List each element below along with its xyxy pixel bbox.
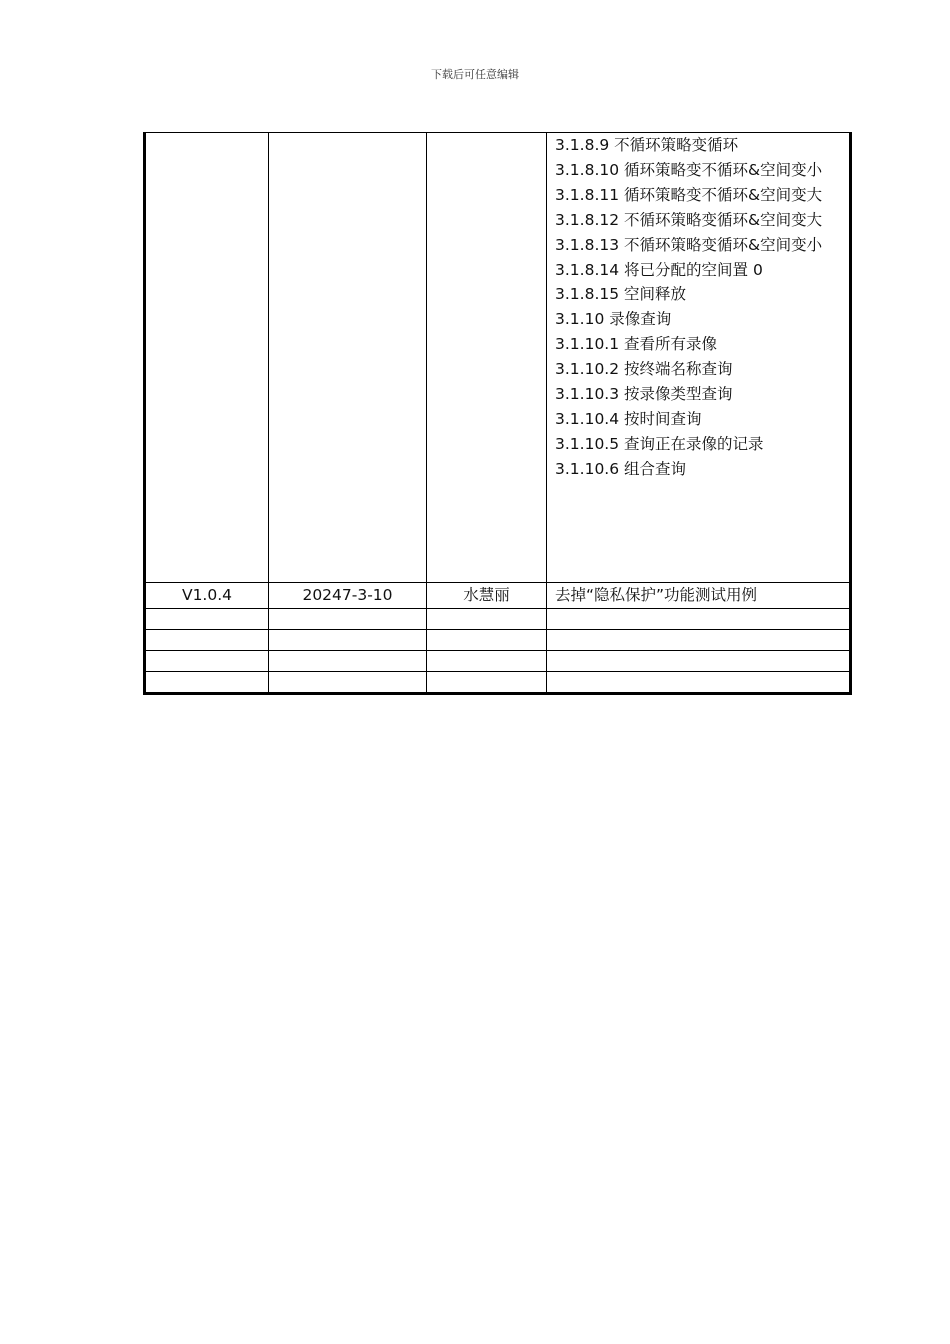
table-row-empty xyxy=(145,609,851,630)
empty-cell xyxy=(427,630,547,651)
detail-line: 3.1.8.14 将已分配的空间置 0 xyxy=(555,260,763,279)
author-cell-empty xyxy=(427,133,547,583)
page-header: 下载后可任意编辑 xyxy=(431,68,519,81)
detail-line: 3.1.10 录像查询 xyxy=(555,310,672,329)
detail-line: 3.1.10.6 组合查询 xyxy=(555,459,687,478)
date-cell-empty xyxy=(269,133,427,583)
detail-line: 3.1.10.3 按录像类型查询 xyxy=(555,385,733,404)
revision-history-table xyxy=(143,132,852,695)
detail-line: 3.1.8.13 不循环策略变循环&空间变小 xyxy=(555,235,823,254)
version-cell: V1.0.4 xyxy=(145,583,269,609)
detail-line: 3.1.8.11 循环策略变不循环&空间变大 xyxy=(555,185,823,204)
empty-cell xyxy=(547,609,851,630)
empty-cell xyxy=(269,651,427,672)
empty-cell xyxy=(427,651,547,672)
empty-cell xyxy=(427,609,547,630)
detail-line: 3.1.8.10 循环策略变不循环&空间变小 xyxy=(555,160,823,179)
detail-line: 3.1.10.5 查询正在录像的记录 xyxy=(555,434,764,453)
table-row-empty xyxy=(145,630,851,651)
empty-cell xyxy=(145,609,269,630)
empty-cell xyxy=(269,630,427,651)
description-cell-detail xyxy=(547,133,851,583)
description-cell: 去掉“隐私保护”功能测试用例 xyxy=(547,583,851,609)
table-row-revision xyxy=(145,583,851,609)
table-row-empty xyxy=(145,672,851,694)
detail-line: 3.1.8.12 不循环策略变循环&空间变大 xyxy=(555,210,823,229)
detail-line: 3.1.10.2 按终端名称查询 xyxy=(555,360,733,379)
empty-cell xyxy=(145,630,269,651)
empty-cell xyxy=(547,630,851,651)
table-row-empty xyxy=(145,651,851,672)
empty-cell xyxy=(547,651,851,672)
empty-cell xyxy=(427,672,547,694)
empty-cell xyxy=(145,651,269,672)
empty-cell xyxy=(269,609,427,630)
empty-cell xyxy=(145,672,269,694)
empty-cell xyxy=(547,672,851,694)
version-cell-empty xyxy=(145,133,269,583)
detail-line: 3.1.8.9 不循环策略变循环 xyxy=(555,136,739,154)
empty-cell xyxy=(269,672,427,694)
detail-line: 3.1.10.1 查看所有录像 xyxy=(555,335,718,354)
author-cell: 水慧丽 xyxy=(427,583,547,609)
date-cell: 20247-3-10 xyxy=(269,583,427,609)
table-row-continued xyxy=(145,133,851,583)
detail-line: 3.1.8.15 空间释放 xyxy=(555,285,687,304)
detail-line: 3.1.10.4 按时间查询 xyxy=(555,409,702,428)
